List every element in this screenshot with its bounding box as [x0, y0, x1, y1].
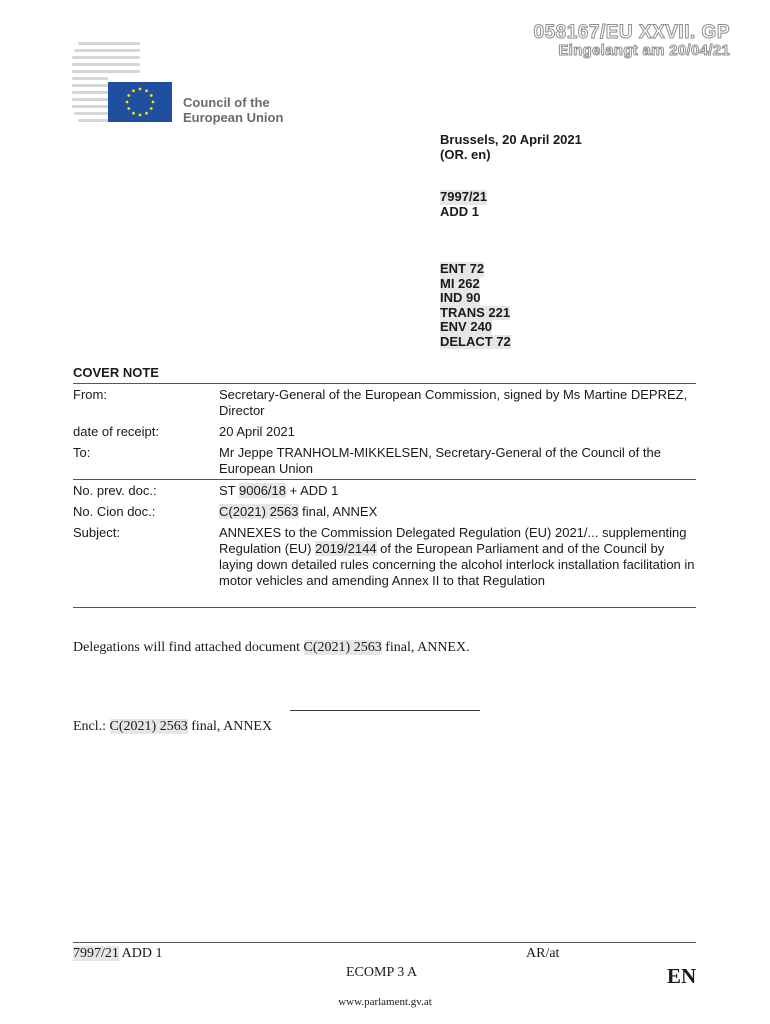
- footer-doc-ref: [73, 946, 162, 962]
- subject-value: [219, 525, 697, 589]
- cion-doc-value: [219, 504, 697, 520]
- code-item: IND 90: [440, 290, 481, 305]
- place-date: Brussels, 20 April 2021: [440, 132, 582, 147]
- classification-codes: [440, 262, 511, 349]
- code-item: DELACT 72: [440, 333, 511, 349]
- council-name: [183, 95, 283, 125]
- enclosure-prefix: Encl.:: [73, 719, 110, 734]
- from-label: From:: [73, 387, 107, 402]
- council-logo: [72, 42, 172, 124]
- footer-unit: ECOMP 3 A: [346, 965, 418, 980]
- enclosure-doc-link[interactable]: C(2021) 2563: [109, 719, 188, 734]
- subject-regulation-link[interactable]: 2019/2144: [315, 541, 377, 556]
- original-language: (OR. en): [440, 146, 491, 162]
- enclosure: [73, 719, 272, 735]
- receipt-label: date of receipt:: [73, 424, 159, 439]
- code-item: ENV 240: [440, 319, 493, 334]
- code-item: MI 262: [440, 275, 480, 291]
- receipt-value: 20 April 2021: [219, 424, 295, 439]
- body-suffix: final, ANNEX.: [381, 640, 470, 655]
- council-name-line1: Council of the: [183, 95, 270, 110]
- divider: [73, 383, 696, 384]
- cion-doc-label: No. Cion doc.:: [73, 504, 156, 519]
- body-prefix: Delegations will find attached document: [73, 640, 304, 655]
- received-stamp: Eingelangt am 20/04/21: [558, 42, 730, 59]
- council-name-line2: European Union: [183, 110, 284, 125]
- footer-divider: [73, 942, 696, 943]
- cion-doc-link[interactable]: C(2021) 2563: [219, 504, 299, 519]
- prev-doc-prefix: ST: [219, 483, 239, 498]
- to-value: Mr Jeppe TRANHOLM-MIKKELSEN, Secretary-General of the Council of the European Union: [219, 445, 661, 476]
- subject-label: Subject:: [73, 525, 120, 540]
- enclosure-suffix: final, ANNEX: [187, 719, 273, 734]
- subject-suffix: of the European Parliament and of the Council by laying down detailed rules concerning the alcohol interlock installation facilitation in motor vehicles and amending Annex II to that Regulation: [219, 541, 695, 588]
- code-item: TRANS 221: [440, 304, 511, 320]
- prev-doc-label: No. prev. doc.:: [73, 483, 157, 498]
- registration-stamp: 058167/EU XXVII. GP: [533, 22, 730, 43]
- code-item: ENT 72: [440, 261, 485, 276]
- footer-language: EN: [667, 964, 697, 988]
- cover-note-title: COVER NOTE: [73, 365, 159, 380]
- signature-line: [290, 710, 480, 711]
- divider: [73, 479, 696, 480]
- footer-doc-suffix: ADD 1: [118, 946, 163, 961]
- prev-doc-value: [219, 483, 697, 499]
- subject-prefix: ANNEXES to the Commission Delegated Regulation (EU) 2021/... supplementing Regulation (EU): [219, 525, 687, 556]
- from-value: Secretary-General of the European Commission, signed by Ms Martine DEPREZ, Director: [219, 387, 688, 418]
- addendum: ADD 1: [440, 203, 480, 219]
- footer-initials: AR/at: [526, 946, 560, 961]
- footer-doc-link[interactable]: 7997/21: [73, 946, 119, 961]
- body-paragraph: [73, 640, 470, 656]
- footer-url[interactable]: www.parlament.gv.at: [338, 996, 432, 1008]
- to-label: To:: [73, 445, 91, 460]
- divider: [73, 607, 696, 608]
- prev-doc-link[interactable]: 9006/18: [239, 483, 286, 498]
- body-doc-link[interactable]: C(2021) 2563: [303, 640, 382, 655]
- doc-number[interactable]: 7997/21: [440, 189, 487, 204]
- cion-doc-suffix: final, ANNEX: [298, 504, 378, 519]
- prev-doc-suffix: + ADD 1: [286, 483, 339, 498]
- dateline: [440, 133, 582, 162]
- document-number: [440, 190, 487, 219]
